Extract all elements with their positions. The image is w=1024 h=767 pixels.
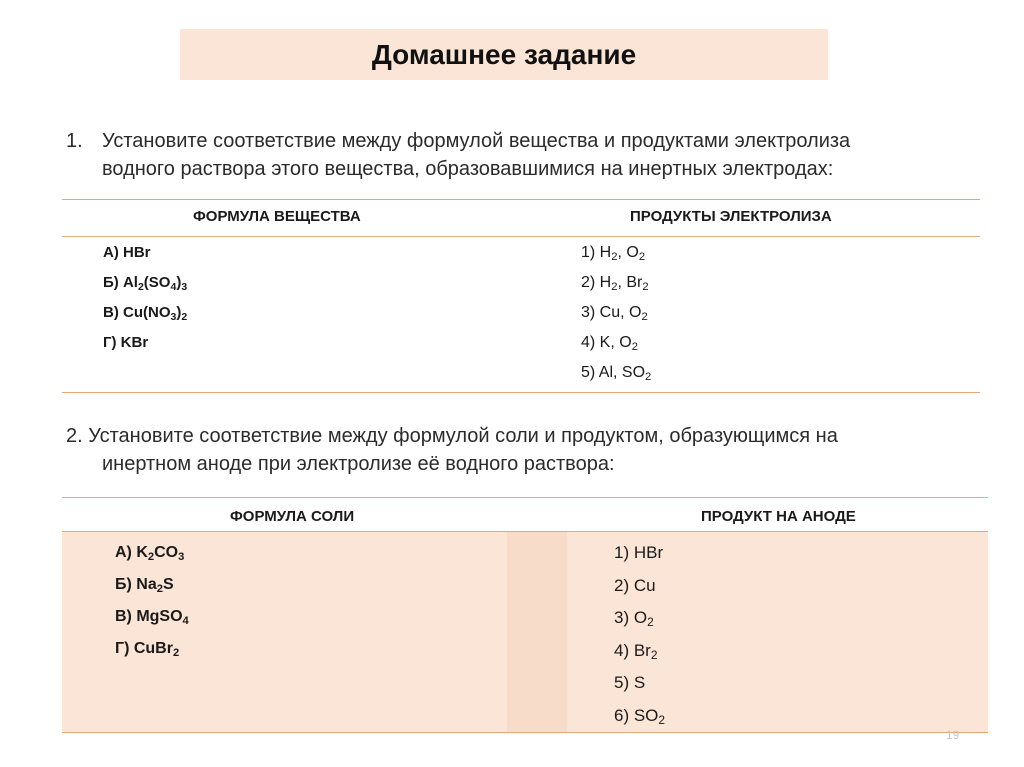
question-2-line-1: 2. Установите соответствие между формулой соли и продуктом, образующимся на xyxy=(66,425,838,447)
table-1-formula-row-3 xyxy=(103,304,187,321)
table-1-product-row-5 xyxy=(581,364,651,382)
table-1-header-products: ПРОДУКТЫ ЭЛЕКТРОЛИЗА xyxy=(630,208,832,225)
question-2-line-2: инертном аноде при электролизе её водного раствора: xyxy=(102,453,615,475)
table-1-product-row-2 xyxy=(581,274,649,292)
table-1-product-row-label: 2) xyxy=(581,274,600,291)
table-1-formula-row-2 xyxy=(103,274,187,291)
table-2-formula-row-subscript: 4 xyxy=(182,615,189,627)
table-2-formula-row-label: Б) xyxy=(115,576,137,593)
table-2-formula-row-text: CuBr xyxy=(133,640,173,657)
table-1-product-row-label: 4) xyxy=(581,334,600,351)
table-2-bottom-rule xyxy=(62,732,988,733)
table-2-formula-row-text: S xyxy=(162,576,174,593)
table-2-formula-row-3 xyxy=(115,608,189,626)
table-1-product-row-label: 3) xyxy=(581,304,600,321)
table-1-product-row-text: H xyxy=(599,274,612,291)
table-2-formula-row-subscript: 3 xyxy=(178,551,185,563)
question-2 xyxy=(66,422,996,478)
table-2-product-row-text: SO xyxy=(633,705,659,725)
table-2-formula-row-subscript: 2 xyxy=(172,647,180,659)
table-1-formula-row-subscript: 2 xyxy=(137,281,144,293)
table-2-product-row-2 xyxy=(614,576,656,596)
table-2-formula-row-1 xyxy=(115,544,184,562)
table-2-product-row-label: 1) xyxy=(614,543,634,562)
table-1-product-row-subscript: 2 xyxy=(611,281,618,293)
table-1-product-row-label: 5) xyxy=(581,364,599,381)
table-1-product-row-1 xyxy=(581,244,645,262)
table-1-formula-row-text: HBr xyxy=(123,244,151,261)
table-1-formula-row-1 xyxy=(103,244,151,261)
table-2-header-product: ПРОДУКТ НА АНОДЕ xyxy=(701,508,856,525)
table-2-product-row-1 xyxy=(614,543,663,563)
table-1-formula-row-subscript: 4 xyxy=(170,281,177,293)
table-2-product-row-label: 2) xyxy=(614,575,634,595)
table-1-product-row-text: Cu, O xyxy=(599,304,642,321)
table-1-product-row-text: K, O xyxy=(599,334,632,351)
table-2-product-row-5 xyxy=(614,673,645,693)
table-2-formula-row-text: CO xyxy=(154,544,179,561)
table-2-column-divider xyxy=(507,532,567,732)
table-1-formula-row-subscript: 3 xyxy=(170,311,177,323)
table-1-formula-row-4 xyxy=(103,334,148,351)
table-1-formula-row-text: KBr xyxy=(120,334,149,351)
table-2-product-row-label: 4) xyxy=(614,640,634,660)
table-1-bottom-rule xyxy=(62,392,980,393)
table-2-product-row-subscript: 2 xyxy=(658,712,666,727)
page-number: 19 xyxy=(946,728,960,742)
table-1-product-row-text: , O xyxy=(617,244,639,261)
table-1-product-row-subscript: 2 xyxy=(611,251,618,263)
table-1-product-row-text: Al, SO xyxy=(598,364,646,381)
table-1-formula-row-text: Al xyxy=(122,274,138,291)
table-1-product-row-subscript: 2 xyxy=(631,341,638,353)
table-1-product-row-subscript: 2 xyxy=(641,311,648,323)
table-2-formula-row-text: Na xyxy=(136,576,157,593)
title-banner xyxy=(180,29,828,80)
table-2-product-row-3 xyxy=(614,608,654,628)
table-2-product-row-text: Br xyxy=(633,640,651,660)
table-2-formula-row-label: Г) xyxy=(115,640,134,657)
table-2-product-row-subscript: 2 xyxy=(650,647,658,662)
table-2-formula-row-subscript: 2 xyxy=(156,583,163,595)
table-2-formula-row-subscript: 2 xyxy=(147,551,155,563)
table-2-formula-row-4 xyxy=(115,640,179,658)
table-2-product-row-text: Cu xyxy=(633,575,656,595)
table-1-product-row-subscript: 2 xyxy=(638,251,646,263)
table-2-product-row-subscript: 2 xyxy=(647,615,654,629)
table-2-product-row-4 xyxy=(614,641,657,661)
question-1-line-2: водного раствора этого вещества, образовавшимися на инертных электродах: xyxy=(102,158,834,180)
table-1-formula-row-subscript: 3 xyxy=(181,281,188,293)
question-1-number: 1. xyxy=(66,130,83,152)
table-1-product-row-text: , Br xyxy=(617,274,643,291)
table-1-product-row-subscript: 2 xyxy=(645,371,652,383)
table-1-formula-row-text: Cu(NO xyxy=(123,304,171,321)
table-2-formula-row-label: А) xyxy=(115,544,137,561)
table-2-product-row-text: O xyxy=(633,608,648,627)
table-2-formula-row-label: В) xyxy=(115,608,137,625)
table-1-product-row-subscript: 2 xyxy=(642,281,649,293)
table-2-formula-row-text: K xyxy=(136,544,148,561)
table-1-formula-row-text: ) xyxy=(176,304,182,321)
table-1-formula-row-text: ) xyxy=(176,274,182,291)
page-title: Домашнее задание xyxy=(371,38,637,70)
table-2-top-rule xyxy=(62,497,988,498)
table-2-product-row-text: HBr xyxy=(633,543,664,562)
table-1-formula-row-subscript: 2 xyxy=(181,311,188,323)
table-1-product-row-4 xyxy=(581,334,638,352)
table-1-product-row-3 xyxy=(581,304,648,322)
table-1-formula-row-text: (SO xyxy=(143,274,171,291)
table-1-formula-row-label: Г) xyxy=(103,334,121,351)
table-1-formula-row-label: А) xyxy=(103,244,123,261)
table-1-product-row-label: 1) xyxy=(581,244,600,261)
table-1-formula-row-label: Б) xyxy=(103,274,123,291)
table-2-product-row-label: 3) xyxy=(614,608,634,627)
table-1-formula-row-label: В) xyxy=(103,304,123,321)
table-1-header-rule xyxy=(62,236,980,237)
question-1-line-1: Установите соответствие между формулой вещества и продуктами электролиза xyxy=(102,130,851,152)
table-2-formula-row-text: MgSO xyxy=(136,608,183,625)
table-2-product-row-6 xyxy=(614,706,665,726)
table-1-header-formula: ФОРМУЛА ВЕЩЕСТВА xyxy=(193,208,361,225)
table-2-formula-row-2 xyxy=(115,576,174,594)
table-2-header-formula: ФОРМУЛА СОЛИ xyxy=(230,508,355,525)
table-2-product-row-label: 6) xyxy=(614,705,634,725)
table-2-product-row-label: 5) xyxy=(614,673,634,692)
table-1-product-row-text: H xyxy=(599,244,612,261)
table-2-product-row-text: S xyxy=(633,673,646,692)
table-1-top-rule xyxy=(62,199,980,200)
